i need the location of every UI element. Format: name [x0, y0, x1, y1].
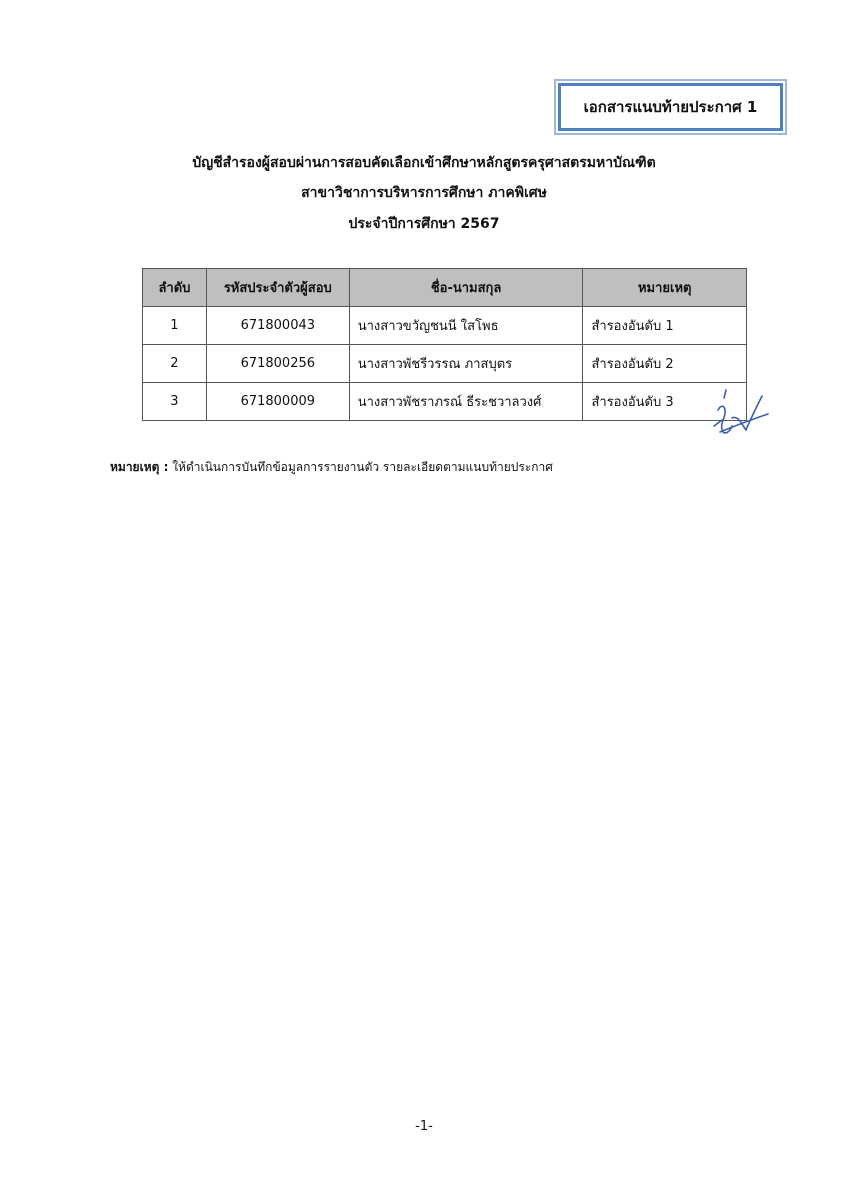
cell-remark: สำรองอันดับ 3: [583, 383, 747, 421]
document-title-line2: สาขาวิชาการบริหารการศึกษา ภาคพิเศษ: [301, 185, 547, 201]
footnote-remark: [110, 458, 553, 477]
attachment-label-box: [558, 83, 783, 131]
cell-order: 2: [143, 345, 207, 383]
header-order: ลำดับ: [143, 269, 207, 307]
remark-label: หมายเหตุ :: [110, 460, 169, 474]
reserve-list-table: [142, 268, 747, 421]
cell-exam-id: 671800009: [206, 383, 349, 421]
page-number: -1-: [415, 1119, 433, 1134]
cell-remark: สำรองอันดับ 1: [583, 307, 747, 345]
cell-order: 1: [143, 307, 207, 345]
cell-full-name: นางสาวพัชรีวรรณ ภาสบุตร: [349, 345, 583, 383]
handwritten-initials-signature: [710, 380, 770, 442]
header-exam-id: รหัสประจำตัวผู้สอบ: [206, 269, 349, 307]
document-title-line1: บัญชีสำรองผู้สอบผ่านการสอบคัดเลือกเข้าศึกษาหลักสูตรครุศาสตรมหาบัณฑิต: [192, 155, 656, 171]
header-full-name: ชื่อ-นามสกุล: [349, 269, 583, 307]
table-row: [143, 383, 747, 421]
table-header-row: [143, 269, 747, 307]
table-row: [143, 345, 747, 383]
header-remark: หมายเหตุ: [583, 269, 747, 307]
cell-full-name: นางสาวพัชราภรณ์ ธีระชวาลวงศ์: [349, 383, 583, 421]
cell-exam-id: 671800256: [206, 345, 349, 383]
remark-text: ให้ดำเนินการบันทึกข้อมูลการรายงานตัว รายละเอียดตามแนบท้ายประกาศ: [168, 460, 553, 474]
cell-exam-id: 671800043: [206, 307, 349, 345]
table-row: [143, 307, 747, 345]
attachment-label: เอกสารแนบท้ายประกาศ 1: [583, 98, 758, 116]
cell-full-name: นางสาวขวัญชนนี ใสโพธ: [349, 307, 583, 345]
document-title-line3: ประจำปีการศึกษา 2567: [348, 216, 500, 232]
cell-remark: สำรองอันดับ 2: [583, 345, 747, 383]
cell-order: 3: [143, 383, 207, 421]
